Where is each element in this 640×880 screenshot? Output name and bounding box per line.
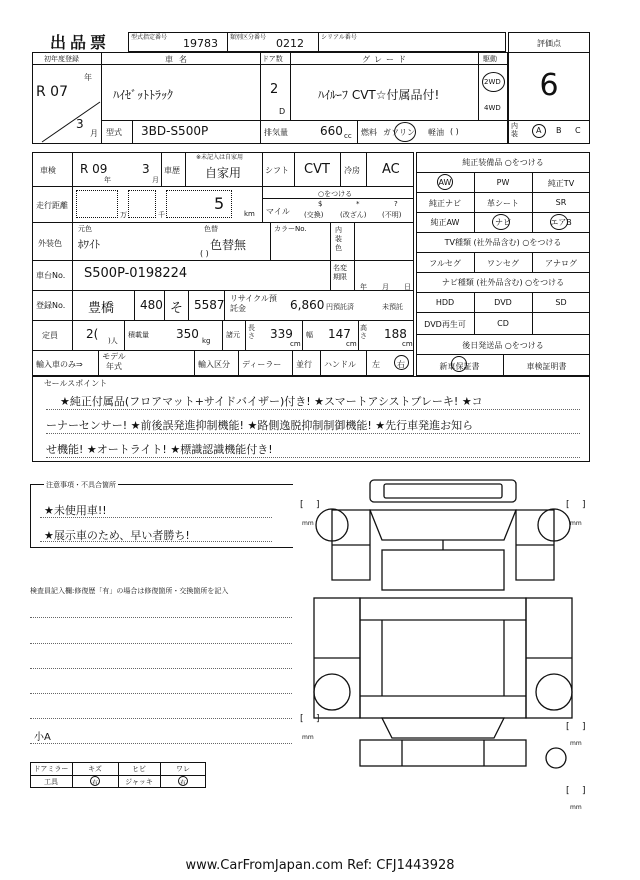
- footer-watermark: www.CarFromJapan.com Ref: CFJ1443928: [185, 858, 455, 873]
- height-label: 高さ: [360, 324, 367, 340]
- load-label: 積載量: [128, 331, 149, 339]
- mm-rl: mm: [302, 734, 314, 741]
- name-change-label: 名変期限: [333, 264, 347, 281]
- equip-navi: ナビ: [495, 218, 511, 227]
- reg-label: 登録No.: [36, 301, 66, 310]
- name-change-year: 年: [360, 283, 367, 291]
- height-unit: cm: [402, 340, 413, 348]
- mileage-label: 走行距離: [36, 201, 68, 210]
- shift-value: CVT: [304, 162, 330, 177]
- chassis-label: 車台No.: [36, 271, 66, 280]
- grade-value: ﾊｲﾙｰﾌ CVT☆付属品付!: [318, 88, 440, 102]
- bracket-fl-open: [: [300, 500, 304, 510]
- capacity-label: 定員: [42, 331, 58, 340]
- bracket-rr-close: ]: [582, 722, 586, 732]
- tv-fullseg: フルセグ: [429, 259, 461, 268]
- sales-line-1: ★純正付属品(フロアマット+サイドバイザー)付き! ★スマートアシストブレーキ! ★コ: [60, 395, 483, 408]
- reg-kana: そ: [170, 301, 184, 316]
- reg-class: 480: [140, 298, 163, 312]
- reg-area: 豊橋: [88, 301, 115, 316]
- door-d: D: [279, 107, 286, 116]
- docs-inspection: 車検証明書: [526, 362, 567, 371]
- meter-exchange: (交換): [304, 211, 324, 219]
- history-note: ※未記入は自家用: [196, 154, 244, 161]
- inspection-year: R 09: [80, 162, 108, 176]
- legend-door-mirror: ドアミラー: [33, 765, 69, 773]
- first-reg-month: 3: [76, 117, 84, 131]
- legend-break: ワレ: [176, 765, 190, 773]
- orig-color-label: 元色: [78, 225, 92, 233]
- inspection-label: 車検: [40, 166, 56, 175]
- light-oil-bracket: ( ): [450, 127, 459, 136]
- bracket-fr-open: [: [566, 500, 570, 510]
- interior-color-label: 内装色: [335, 226, 342, 252]
- docs-warranty: 新車保証書: [439, 362, 480, 371]
- equip-sr: SR: [555, 198, 567, 207]
- recycle-label: リサイクル預託金: [230, 294, 277, 313]
- navi-cd: CD: [497, 319, 509, 328]
- navi-hdd: HDD: [435, 298, 455, 307]
- fuel-label: 燃料: [361, 128, 377, 137]
- chassis-value: S500P-0198224: [84, 266, 188, 281]
- color-label: 色替: [204, 225, 218, 233]
- equip-airbag: エアB: [550, 218, 572, 227]
- legend-jack-yes: 有: [179, 780, 186, 787]
- year-unit: 年: [84, 73, 92, 82]
- legend-tools-yes: 有: [91, 780, 98, 787]
- legend-scratch: キズ: [88, 765, 102, 773]
- dims-label: 諸元: [226, 331, 240, 339]
- legend-jack: ジャッキ: [125, 778, 153, 786]
- interior-a: A: [536, 126, 542, 135]
- model-label: 型式: [106, 128, 122, 137]
- history-label: 車歴: [164, 166, 180, 175]
- load-unit: kg: [202, 337, 211, 345]
- import-label: 輸入車のみ⇒: [36, 360, 83, 369]
- navi-dvd-play: DVD再生可: [424, 320, 466, 329]
- docs-title: 後日発送品 ○をつける: [462, 341, 544, 350]
- interior-c: C: [575, 126, 581, 135]
- sales-line-2: ーナーセンサー! ★前後誤発進抑制機能! ★路側逸脱抑制制御機能! ★先行車発進お知ら: [46, 419, 474, 432]
- equip-genuine-tv: 純正TV: [547, 179, 575, 188]
- car-name-value: ﾊｲｾﾞｯﾄﾄﾗｯｸ: [113, 88, 174, 102]
- category-label: 類別区分番号: [230, 34, 267, 41]
- meter-modified: (改ざん): [340, 211, 367, 219]
- inspection-year-unit: 年: [104, 176, 111, 184]
- ac-value: AC: [382, 162, 400, 177]
- notes-label: 注意事項・不具合箇所: [46, 481, 116, 489]
- bracket-spare-open: [: [566, 786, 570, 796]
- recycle-value: 6,860: [290, 298, 325, 312]
- inspector-value: 小A: [34, 732, 51, 743]
- mm-spare: mm: [570, 804, 582, 811]
- navi-dvd: DVD: [494, 298, 512, 307]
- navi-sd: SD: [555, 298, 567, 307]
- bracket-fr-close: ]: [582, 500, 586, 510]
- vehicle-diagram: [292, 470, 592, 840]
- fuel-value: ガソリン: [383, 128, 415, 137]
- model-value: 3BD-S500P: [141, 124, 209, 138]
- light-oil: 軽油: [428, 128, 444, 137]
- height-value: 188: [384, 327, 407, 341]
- meter-exchange-sym: $: [318, 200, 323, 208]
- reg-number: 5587: [194, 298, 225, 312]
- grade-label: グレード: [362, 55, 410, 64]
- color-value: 色替無: [210, 238, 247, 252]
- import-parallel: 並行: [296, 360, 312, 369]
- inspector-label: 検査員記入欄:修復歴「有」の場合は修復箇所・交換箇所を記入: [30, 587, 229, 595]
- import-dealer: ディーラー: [242, 360, 282, 369]
- equip-genuine-navi: 純正ナビ: [429, 199, 461, 208]
- category-value: 0212: [276, 37, 304, 50]
- mm-fr: mm: [570, 520, 582, 527]
- mileage-digits-man: [76, 190, 118, 218]
- bracket-fl-close: ]: [316, 500, 320, 510]
- width-label: 幅: [306, 331, 313, 339]
- model-year-label: モデル年式: [102, 352, 126, 371]
- first-reg-year: R 07: [36, 84, 68, 100]
- sheet-title: 出品票: [50, 33, 111, 52]
- ext-color-label: 外装色: [38, 239, 62, 248]
- history-value: 自家用: [205, 166, 242, 180]
- handle-left: 左: [372, 360, 380, 369]
- length-unit: cm: [290, 340, 301, 348]
- notes-line-1: ★未使用車!!: [44, 504, 107, 517]
- meter-note: ○をつける: [318, 190, 353, 198]
- mileage-man: 万: [120, 211, 127, 219]
- tv-oneseg: ワンセグ: [487, 259, 519, 268]
- navi-title: ナビ種類 (社外品含む) ○をつける: [441, 278, 565, 287]
- score-value: 6: [539, 68, 559, 103]
- tv-title: TV種類 (社外品含む) ○をつける: [444, 238, 562, 247]
- name-change-day: 日: [404, 283, 411, 291]
- interior-label: 内装: [511, 122, 518, 138]
- drive-2wd: 2WD: [484, 78, 501, 86]
- meter-label: マイル: [266, 207, 290, 216]
- equip-pw: PW: [496, 178, 510, 187]
- score-label: 評価点: [537, 39, 561, 48]
- handle-right: 右: [397, 360, 405, 369]
- interior-b: B: [556, 126, 562, 135]
- legend-crack: ヒビ: [132, 765, 146, 773]
- serial-label: シリアル番号: [321, 34, 357, 41]
- door-label: ドア数: [262, 55, 283, 63]
- genuine-title: 純正装備品 ○をつける: [462, 158, 544, 167]
- width-value: 147: [328, 327, 351, 341]
- orig-color-value: ﾎﾜｲﾄ: [78, 238, 100, 251]
- month-unit: 月: [90, 129, 98, 138]
- recycle-not: 未預託: [382, 303, 403, 311]
- meter-modified-sym: *: [356, 200, 360, 208]
- equip-genuine-aw: 純正AW: [430, 218, 460, 227]
- tv-analog: アナログ: [545, 259, 577, 268]
- notes-line-2: ★展示車のため、早い者勝ち!: [44, 529, 190, 542]
- drive-label: 駆動: [483, 55, 497, 63]
- equip-aw: AW: [438, 178, 452, 187]
- color-no-label: カラーNo.: [274, 225, 307, 233]
- color-paren: ( ): [200, 249, 209, 258]
- car-name-label: 車名: [165, 55, 193, 64]
- bracket-rr-open: [: [566, 722, 570, 732]
- reg-diagonal: [40, 100, 102, 144]
- displacement-label: 排気量: [264, 128, 288, 137]
- capacity-unit: )人: [108, 337, 118, 345]
- name-change-month: 月: [382, 283, 389, 291]
- length-label: 長さ: [248, 324, 255, 340]
- meter-unknown: (不明): [382, 211, 402, 219]
- model-cert-value: 19783: [183, 37, 218, 50]
- inspection-month-unit: 月: [152, 176, 159, 184]
- mm-fl: mm: [302, 520, 314, 527]
- length-value: 339: [270, 327, 293, 341]
- first-reg-label: 初年度登録: [44, 55, 79, 63]
- shift-label: シフト: [265, 166, 289, 175]
- drive-4wd: 4WD: [484, 104, 501, 112]
- bracket-rl-close: ]: [316, 714, 320, 724]
- inspection-month: 3: [142, 162, 150, 176]
- import-class-label: 輸入区分: [198, 360, 230, 369]
- sales-line-3: せ機能! ★オートライト! ★標識認識機能付き!: [46, 443, 273, 456]
- door-value: 2: [270, 82, 279, 97]
- mileage-sen: 千: [158, 211, 165, 219]
- capacity-value: 2(: [86, 327, 99, 341]
- bracket-rl-open: [: [300, 714, 304, 724]
- legend-tools: 工具: [44, 778, 58, 786]
- mileage-value: 5: [214, 194, 225, 213]
- meter-unknown-sym: ?: [394, 200, 398, 208]
- handle-label: ハンドル: [324, 360, 356, 369]
- mm-rr: mm: [570, 740, 582, 747]
- bracket-spare-close: ]: [582, 786, 586, 796]
- mileage-unit: km: [244, 210, 255, 218]
- load-value: 350: [176, 327, 199, 341]
- equip-leather: 革シート: [487, 199, 519, 208]
- displacement-unit: cc: [344, 132, 352, 140]
- displacement-value: 660: [320, 124, 343, 138]
- ac-label: 冷房: [344, 166, 360, 175]
- width-unit: cm: [346, 340, 357, 348]
- sales-label: セールスポイント: [44, 379, 108, 388]
- recycle-unit: 円預託済: [326, 303, 354, 311]
- mileage-digits-sen: [128, 190, 156, 218]
- model-cert-label: 型式指定番号: [131, 34, 168, 41]
